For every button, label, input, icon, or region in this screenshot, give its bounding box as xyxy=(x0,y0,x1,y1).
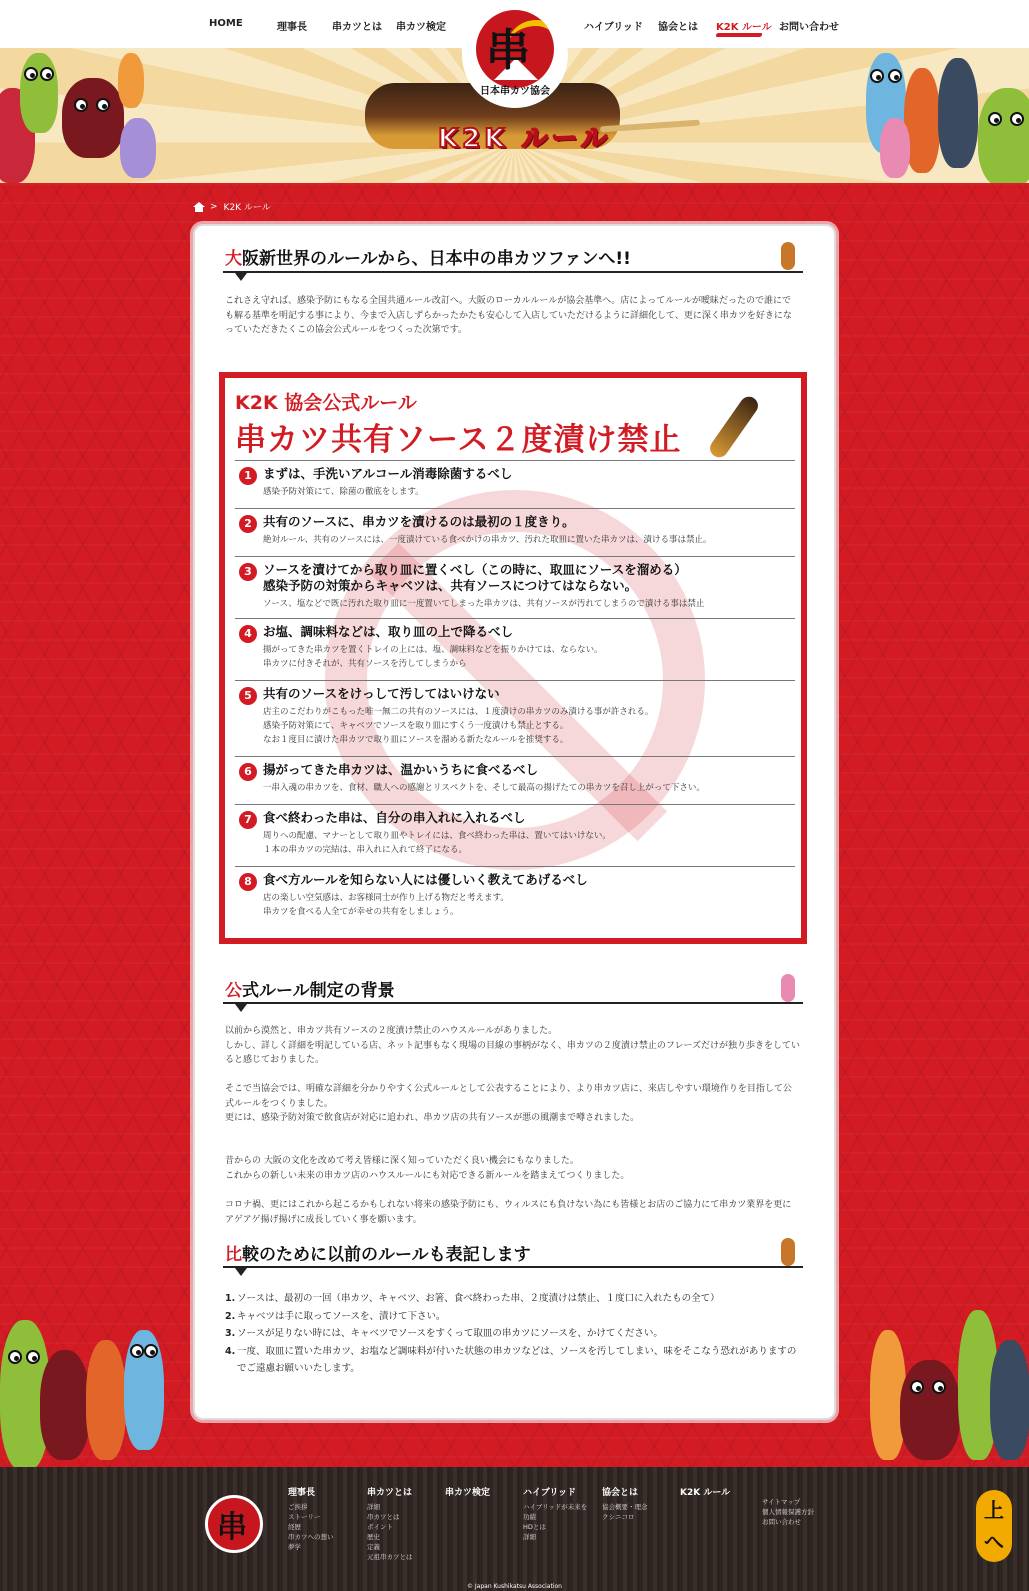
rule-description: 店主のこだわりがこもった唯一無二の共有のソースには、１度漬けの串カツのみ漬ける事が許される。 感染予防対策にて、キャベツでソースを取り皿にすくう一度漬けも禁止とする。 なお１度目に漬けた串カツで取り皿にソースを溜める新たなルールを推奨する。 xyxy=(263,707,654,745)
mascot-icon xyxy=(781,1238,795,1266)
rule-title: 食べ終わった串は、自分の串入れに入れるべし xyxy=(263,810,526,825)
footer-link[interactable]: 個人情報保護方針 xyxy=(762,1508,814,1516)
footer-link[interactable]: ご挨拶 xyxy=(288,1503,308,1511)
site-logo[interactable] xyxy=(462,2,568,108)
official-rules-box xyxy=(219,372,807,944)
rule-item xyxy=(235,460,795,508)
footer-column xyxy=(602,1485,648,1522)
rule-number-badge: 6 xyxy=(239,763,257,781)
rule-description: 感染予防対策にて、除菌の徹底をします。 xyxy=(263,487,424,497)
footer-link[interactable]: 串カツとは xyxy=(367,1513,400,1521)
monster-illustration xyxy=(990,1340,1029,1460)
monster-illustration xyxy=(124,1330,164,1450)
footer-column xyxy=(288,1485,334,1552)
section-divider xyxy=(223,271,803,273)
nav-hybrid[interactable]: ハイブリッド xyxy=(584,22,643,33)
home-icon[interactable] xyxy=(193,202,204,212)
rules-main-title: 串カツ共有ソース２度漬け禁止 xyxy=(235,422,682,458)
footer-link[interactable]: 協会概要・理念 xyxy=(602,1503,648,1511)
nav-certification[interactable]: 串カツ検定 xyxy=(396,22,446,33)
section-divider xyxy=(223,1002,803,1004)
rule-number-badge: 8 xyxy=(239,873,257,891)
monster-illustration xyxy=(62,78,124,158)
footer-link[interactable]: 定義 xyxy=(367,1543,380,1551)
old-rules-title: 比較のために以前のルールも表記します xyxy=(225,1245,531,1265)
footer xyxy=(0,1467,1029,1591)
footer-link[interactable]: 詳細 xyxy=(367,1503,380,1511)
footer-link[interactable]: クシニコロ xyxy=(602,1513,635,1521)
rule-number-badge: 3 xyxy=(239,563,257,581)
footer-heading[interactable]: K2K ルール xyxy=(680,1488,731,1498)
background-paragraph: そこで当協会では、明確な詳細を分かりやすく公式ルールとして公表することにより、より串カツ店に、来店しやすい環境作りを目指して公式ルールをつくりました。 更には、感染予防対策で飲食店が対応に追われ、串カツ店の共有ソースが悪の風潮まで噂されました。 xyxy=(225,1084,792,1123)
rule-number-badge: 1 xyxy=(239,467,257,485)
rules-subtitle: K2K 協会公式ルール xyxy=(235,392,417,414)
monster-illustration xyxy=(120,118,156,178)
back-to-top-button[interactable]: 上へ xyxy=(976,1490,1012,1562)
monster-illustration xyxy=(40,1350,90,1460)
monster-illustration xyxy=(938,58,978,168)
breadcrumb-separator: > xyxy=(210,201,218,212)
footer-link[interactable]: ストーリー xyxy=(288,1513,321,1521)
background-paragraph: 昔からの 大阪の文化を改めて考え皆様に深く知っていただく良い機会にもなりました。 これからの新しい未来の串カツ店のハウスルールにも対応できる新ルールを踏まえてつくりました。 xyxy=(225,1156,630,1181)
section-divider xyxy=(223,1266,803,1268)
footer-link[interactable]: 元祖串カツとは xyxy=(367,1553,413,1561)
copyright: © Japan Kushikatsu Association xyxy=(467,1583,562,1590)
hero-title: K2K ルール xyxy=(438,124,611,154)
footer-link[interactable]: 歴史 xyxy=(367,1533,380,1541)
section-divider-tail xyxy=(235,273,247,281)
rule-description: 周りへの配慮、マナーとして取り皿やトレイには、食べ終わった串は、置いてはいけない。 １本の串カツの完結は、串入れに入れて終了になる。 xyxy=(263,831,611,855)
rule-title: ソースを漬けてから取り皿に置くべし（この時に、取皿にソースを溜める） 感染予防の対策からキャベツは、共有ソースにつけてはならない。 xyxy=(263,562,687,593)
nav-chairman[interactable]: 理事長 xyxy=(277,22,307,33)
rule-description: 店の楽しい空気感は、お客様同士が作り上げる物だと考えます。 串カツを食べる人全てが幸せの共有をしましょう。 xyxy=(263,893,509,917)
intro-text: これさえ守れば、感染予防にもなる全国共通ルール改訂へ。大阪のローカルルールが協会基準へ。店によってルールが曖昧だったので誰にでも解る基準を明記する事により、今まで入店しずらかったかたも安心して入店していただけるように詳細化して、更に深く串カツを好きになっていただきたくこの協会公式ルールをつくった次第です。 xyxy=(225,296,792,335)
breadcrumb-current: K2K ルール xyxy=(223,203,271,213)
footer-link[interactable]: ハイブリッドが未来を xyxy=(523,1503,588,1511)
rule-item xyxy=(235,508,795,556)
rule-title: 揚がってきた串カツは、温かいうちに食べるべし xyxy=(263,762,539,777)
nav-about-kushikatsu[interactable]: 串カツとは xyxy=(332,22,382,33)
footer-link[interactable]: サイトマップ xyxy=(762,1498,801,1506)
footer-heading[interactable]: 理事長 xyxy=(288,1488,316,1498)
rule-number-badge: 5 xyxy=(239,687,257,705)
section-divider-tail xyxy=(235,1004,247,1012)
content-card xyxy=(193,224,836,1420)
monster-illustration xyxy=(978,88,1029,183)
nav-home[interactable]: HOME xyxy=(209,18,243,29)
rule-number-badge: 2 xyxy=(239,515,257,533)
footer-link[interactable]: 夢学 xyxy=(288,1543,301,1551)
rule-title: まずは、手洗いアルコール消毒除菌するべし xyxy=(263,466,513,481)
monster-illustration xyxy=(118,53,144,108)
rule-title: 共有のソースに、串カツを漬けるのは最初の１度きり。 xyxy=(263,514,575,529)
monster-illustration xyxy=(86,1340,126,1460)
footer-heading[interactable]: ハイブリッド xyxy=(523,1488,577,1498)
rule-description: ソース、塩などで既に汚れた取り皿に一度置いてしまった串カツは、共有ソースが汚れてしまうので漬ける事は禁止 xyxy=(263,599,705,609)
footer-column xyxy=(762,1497,814,1527)
monster-illustration xyxy=(900,1360,960,1460)
rule-item xyxy=(235,756,795,804)
logo-emblem xyxy=(476,10,554,88)
footer-link[interactable]: HDとは xyxy=(523,1523,546,1531)
nav-contact[interactable]: お問い合わせ xyxy=(779,22,839,33)
nav-association[interactable]: 協会とは xyxy=(658,22,698,33)
list-item: 3. ソースが足りない時には、キャベツでソースをすくって取皿の串カツにソースを、かけてください。 xyxy=(225,1328,663,1339)
list-item: 1. ソースは、最初の一回（串カツ、キャベツ、お箸、食べ終わった串、２度漬けは禁止、１度口に入れたもの全て） xyxy=(225,1293,720,1304)
logo-text: 日本串カツ協会 xyxy=(480,86,550,97)
footer-column xyxy=(680,1485,730,1502)
rule-title: 食べ方ルールを知らない人には優しいく教えてあげるべし xyxy=(263,872,588,887)
logo-kanji: 串 xyxy=(486,25,530,76)
nav-active-underline xyxy=(715,33,762,37)
list-item: 2. キャベツは手に取ってソースを、漬けて下さい。 xyxy=(225,1310,446,1322)
footer-link[interactable]: お問い合わせ xyxy=(762,1518,801,1526)
footer-heading[interactable]: 串カツとは xyxy=(367,1488,413,1498)
footer-logo[interactable]: 串 xyxy=(205,1495,263,1553)
mascot-icon xyxy=(781,242,795,270)
nav-k2k-rule[interactable]: K2K ルール xyxy=(716,22,772,33)
background-paragraph: コロナ禍、更にはこれから起こるかもしれない将来の感染予防にも、ウィルスにも負けない為にも皆様とお店のご協力にて串カツ業界を更にアゲアゲ揚げ揚げに成長していく事を願います。 xyxy=(225,1200,792,1225)
footer-heading[interactable]: 串カツ検定 xyxy=(445,1488,491,1498)
mascot-icon xyxy=(781,974,795,1002)
background-paragraph: 以前から漠然と、串カツ共有ソースの２度漬け禁止のハウスルールがありました。 しかし、詳しく詳細を明記している店、ネット記事もなく現場の目線の事柄がなく、串カツの２度漬け禁止のフレーズだけが独り歩きをしていると感じておりました。 xyxy=(225,1026,801,1065)
rule-item xyxy=(235,804,795,866)
footer-link[interactable]: 経歴 xyxy=(288,1523,301,1531)
footer-link[interactable]: 串カツへの想い xyxy=(288,1533,334,1541)
footer-link[interactable]: 功績 xyxy=(523,1513,536,1521)
rule-number-badge: 4 xyxy=(239,625,257,643)
footer-link[interactable]: 詳細 xyxy=(523,1533,536,1541)
footer-heading[interactable]: 協会とは xyxy=(602,1488,639,1498)
monster-illustration xyxy=(20,53,58,133)
rule-description: 揚がってきた串カツを置くトレイの上には、塩、調味料などを振りかけては、ならない。 串カツに付きそれが、共有ソースを汚してしまうから xyxy=(263,645,603,669)
rule-item xyxy=(235,556,795,618)
rule-description: 一串入魂の串カツを、食材、職人への感謝とリスペクトを、そして最高の揚げたての串カツを召し上がって下さい。 xyxy=(263,783,705,793)
old-rules-list xyxy=(225,1290,800,1378)
rule-title: お塩、調味料などは、取り皿の上で降るべし xyxy=(263,624,514,639)
list-item: 4. 一度、取皿に置いた串カツ、お塩など調味料が付いた状態の串カツなどは、ソースを汚してしまい、味をそこなう恐れがありますのでご遠慮お願いいたします。 xyxy=(225,1345,797,1374)
rule-description: 絶対ルール、共有のソースには、一度漬けている食べかけの串カツ、汚れた取皿に置いた串カツは、漬ける事は禁止。 xyxy=(263,535,712,545)
rule-item xyxy=(235,618,795,680)
rule-number-badge: 7 xyxy=(239,811,257,829)
rule-item xyxy=(235,680,795,756)
footer-column xyxy=(523,1485,587,1542)
footer-column xyxy=(445,1485,490,1502)
rule-title: 共有のソースをけっして汚してはいけない xyxy=(263,686,500,701)
section-divider-tail xyxy=(235,1268,247,1276)
intro-title: 大阪新世界のルールから、日本中の串カツファンへ!! xyxy=(225,249,631,269)
monster-illustration xyxy=(880,118,910,178)
rule-item xyxy=(235,866,795,928)
background-title: 公式ルール制定の背景 xyxy=(225,981,395,1001)
breadcrumb xyxy=(193,200,271,213)
footer-link[interactable]: ポイント xyxy=(367,1523,393,1531)
kushikatsu-icon xyxy=(707,393,762,461)
footer-column xyxy=(367,1485,413,1562)
